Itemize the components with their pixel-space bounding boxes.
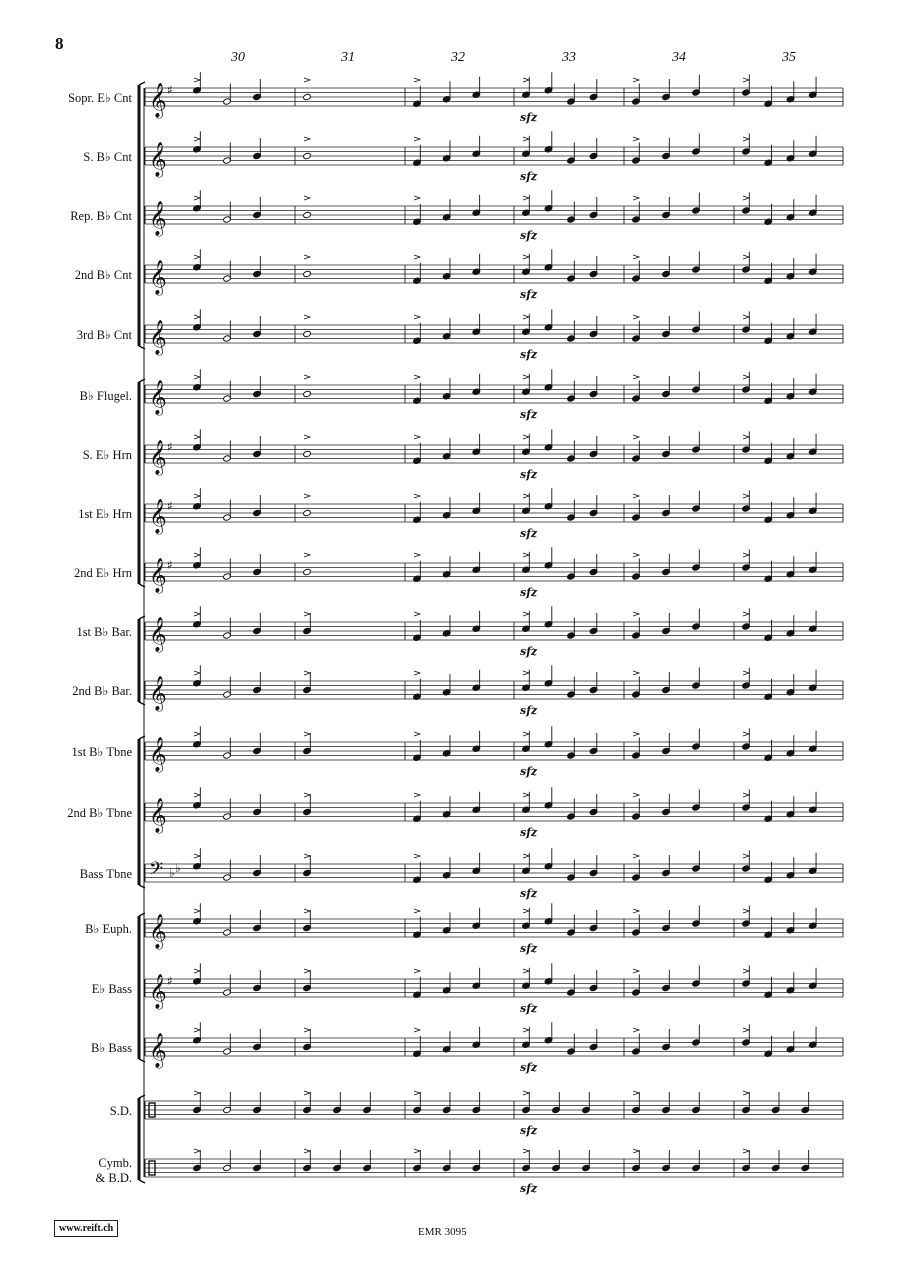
accent-mark	[743, 732, 749, 736]
accent-mark	[523, 909, 529, 913]
dynamic-sfz: sfz	[520, 170, 538, 183]
dynamic-sfz: sfz	[520, 111, 538, 124]
treble-clef: 𝄞	[149, 142, 167, 177]
treble-clef: 𝄞	[149, 83, 167, 118]
dynamic-sfz: sfz	[520, 1124, 538, 1137]
accent-mark	[743, 969, 749, 973]
accent-mark	[194, 494, 200, 498]
accent-mark	[194, 909, 200, 913]
accent-mark	[743, 1091, 749, 1095]
accent-mark	[304, 909, 310, 913]
accent-mark	[194, 255, 200, 259]
accent-mark	[633, 1149, 639, 1153]
accent-mark	[523, 969, 529, 973]
group-bracket	[139, 1180, 145, 1183]
accent-mark	[633, 78, 639, 82]
accent-mark	[743, 494, 749, 498]
accent-mark	[633, 435, 639, 439]
accent-mark	[414, 1091, 420, 1095]
instrument-label: 2nd B♭ Tbne	[67, 806, 132, 820]
dynamic-sfz: sfz	[520, 288, 538, 301]
treble-clef: 𝄞	[149, 798, 167, 833]
note-head	[303, 450, 312, 457]
accent-mark	[304, 1149, 310, 1153]
measure-number-34: 34	[672, 50, 686, 65]
accent-mark	[304, 494, 310, 498]
dynamic-sfz: sfz	[520, 348, 538, 361]
accent-mark	[194, 671, 200, 675]
accent-mark	[194, 196, 200, 200]
dynamic-sfz: sfz	[520, 527, 538, 540]
note-head	[303, 509, 312, 516]
accent-mark	[523, 553, 529, 557]
accent-mark	[414, 854, 420, 858]
accent-mark	[304, 671, 310, 675]
accent-mark	[304, 78, 310, 82]
page-number: 8	[55, 34, 64, 53]
accent-mark	[194, 137, 200, 141]
accent-mark	[743, 315, 749, 319]
accent-mark	[633, 196, 639, 200]
accent-mark	[633, 494, 639, 498]
instrument-label: 1st B♭ Tbne	[71, 745, 132, 759]
instrument-label: 2nd E♭ Hrn	[74, 566, 132, 580]
accent-mark	[414, 969, 420, 973]
dynamic-sfz: sfz	[520, 704, 538, 717]
accent-mark	[523, 375, 529, 379]
note-head	[303, 152, 312, 159]
accent-mark	[743, 909, 749, 913]
accent-mark	[743, 255, 749, 259]
accent-mark	[304, 1028, 310, 1032]
measure-number-35: 35	[782, 50, 796, 65]
instrument-label: B♭ Bass	[91, 1041, 132, 1055]
accent-mark	[743, 854, 749, 858]
treble-clef: 𝄞	[149, 260, 167, 295]
instrument-label: B♭ Flugel.	[79, 389, 132, 403]
accent-mark	[304, 553, 310, 557]
dynamic-sfz: sfz	[520, 942, 538, 955]
accent-mark	[414, 255, 420, 259]
key-sharp: ♯	[167, 499, 173, 513]
accent-mark	[414, 1149, 420, 1153]
measure-number-33: 33	[562, 50, 576, 65]
accent-mark	[633, 969, 639, 973]
bass-clef: 𝄢	[149, 859, 164, 884]
accent-mark	[633, 1091, 639, 1095]
treble-clef: 𝄞	[149, 737, 167, 772]
accent-mark	[633, 315, 639, 319]
accent-mark	[743, 78, 749, 82]
group-bracket	[139, 82, 145, 85]
accent-mark	[633, 137, 639, 141]
treble-clef: 𝄞	[149, 499, 167, 534]
accent-mark	[304, 1091, 310, 1095]
instrument-label: Rep. B♭ Cnt	[70, 209, 132, 223]
accent-mark	[304, 255, 310, 259]
accent-mark	[194, 375, 200, 379]
accent-mark	[633, 255, 639, 259]
accent-mark	[194, 78, 200, 82]
accent-mark	[194, 1149, 200, 1153]
accent-mark	[743, 671, 749, 675]
note-head	[303, 270, 312, 277]
dynamic-sfz: sfz	[520, 1002, 538, 1015]
accent-mark	[523, 315, 529, 319]
accent-mark	[194, 793, 200, 797]
accent-mark	[414, 909, 420, 913]
accent-mark	[414, 793, 420, 797]
note-head	[303, 568, 312, 575]
accent-mark	[523, 196, 529, 200]
catalog-number: EMR 3095	[418, 1226, 467, 1238]
treble-clef: 𝄞	[149, 676, 167, 711]
accent-mark	[304, 435, 310, 439]
accent-mark	[414, 435, 420, 439]
accent-mark	[633, 909, 639, 913]
accent-mark	[414, 196, 420, 200]
accent-mark	[743, 1149, 749, 1153]
key-sharp: ♯	[167, 558, 173, 572]
instrument-label: B♭ Euph.	[85, 922, 132, 936]
instrument-label: Bass Tbne	[79, 867, 132, 881]
dynamic-sfz: sfz	[520, 229, 538, 242]
instrument-label: Cymb. & B.D.	[95, 1156, 132, 1185]
accent-mark	[633, 854, 639, 858]
accent-mark	[304, 375, 310, 379]
dynamic-sfz: sfz	[520, 1061, 538, 1074]
dynamic-sfz: sfz	[520, 645, 538, 658]
website-link[interactable]: www.reift.ch	[54, 1220, 118, 1237]
accent-mark	[304, 137, 310, 141]
accent-mark	[414, 732, 420, 736]
accent-mark	[523, 435, 529, 439]
accent-mark	[523, 255, 529, 259]
accent-mark	[414, 1028, 420, 1032]
dynamic-sfz: sfz	[520, 765, 538, 778]
instrument-label: 2nd B♭ Bar.	[72, 684, 132, 698]
accent-mark	[523, 1028, 529, 1032]
instrument-label: 1st B♭ Bar.	[76, 625, 132, 639]
note-head	[303, 330, 312, 337]
dynamic-sfz: sfz	[520, 826, 538, 839]
key-sharp: ♯	[167, 974, 173, 988]
accent-mark	[743, 435, 749, 439]
accent-mark	[523, 494, 529, 498]
accent-mark	[194, 315, 200, 319]
instrument-label: 3rd B♭ Cnt	[76, 328, 132, 342]
key-flat: ♭	[175, 861, 181, 875]
accent-mark	[414, 78, 420, 82]
accent-mark	[633, 1028, 639, 1032]
accent-mark	[523, 137, 529, 141]
accent-mark	[743, 553, 749, 557]
accent-mark	[743, 612, 749, 616]
treble-clef: 𝄞	[149, 558, 167, 593]
treble-clef: 𝄞	[149, 320, 167, 355]
accent-mark	[194, 553, 200, 557]
accent-mark	[633, 732, 639, 736]
accent-mark	[523, 1091, 529, 1095]
accent-mark	[523, 1149, 529, 1153]
measure-number-31: 31	[341, 50, 355, 65]
accent-mark	[194, 612, 200, 616]
accent-mark	[304, 612, 310, 616]
accent-mark	[304, 196, 310, 200]
note-head	[303, 390, 312, 397]
accent-mark	[304, 969, 310, 973]
treble-clef: 𝄞	[149, 974, 167, 1009]
accent-mark	[414, 494, 420, 498]
accent-mark	[523, 793, 529, 797]
accent-mark	[743, 137, 749, 141]
key-flat: ♭	[169, 866, 175, 880]
measure-number-32: 32	[451, 50, 465, 65]
accent-mark	[194, 1091, 200, 1095]
note-head	[303, 211, 312, 218]
accent-mark	[304, 854, 310, 858]
accent-mark	[194, 732, 200, 736]
accent-mark	[194, 854, 200, 858]
accent-mark	[523, 854, 529, 858]
accent-mark	[304, 315, 310, 319]
dynamic-sfz: sfz	[520, 887, 538, 900]
accent-mark	[414, 315, 420, 319]
accent-mark	[523, 671, 529, 675]
treble-clef: 𝄞	[149, 617, 167, 652]
treble-clef: 𝄞	[149, 380, 167, 415]
accent-mark	[304, 732, 310, 736]
instrument-label: S.D.	[109, 1104, 132, 1118]
accent-mark	[414, 137, 420, 141]
accent-mark	[633, 671, 639, 675]
instrument-label: Sopr. E♭ Cnt	[68, 91, 132, 105]
accent-mark	[633, 612, 639, 616]
instrument-label: S. B♭ Cnt	[83, 150, 132, 164]
accent-mark	[414, 375, 420, 379]
measure-number-30: 30	[231, 50, 245, 65]
accent-mark	[523, 78, 529, 82]
accent-mark	[194, 969, 200, 973]
dynamic-sfz: sfz	[520, 1182, 538, 1195]
treble-clef: 𝄞	[149, 440, 167, 475]
accent-mark	[743, 196, 749, 200]
note-head	[303, 93, 312, 100]
accent-mark	[414, 671, 420, 675]
key-sharp: ♯	[167, 83, 173, 97]
treble-clef: 𝄞	[149, 914, 167, 949]
key-sharp: ♯	[167, 440, 173, 454]
dynamic-sfz: sfz	[520, 408, 538, 421]
treble-clef: 𝄞	[149, 201, 167, 236]
accent-mark	[523, 612, 529, 616]
instrument-label: 1st E♭ Hrn	[78, 507, 132, 521]
instrument-label: S. E♭ Hrn	[82, 448, 132, 462]
accent-mark	[743, 793, 749, 797]
accent-mark	[414, 553, 420, 557]
accent-mark	[523, 732, 529, 736]
treble-clef: 𝄞	[149, 1033, 167, 1068]
accent-mark	[633, 553, 639, 557]
instrument-label: E♭ Bass	[91, 982, 132, 996]
accent-mark	[414, 612, 420, 616]
dynamic-sfz: sfz	[520, 586, 538, 599]
accent-mark	[633, 375, 639, 379]
accent-mark	[194, 1028, 200, 1032]
dynamic-sfz: sfz	[520, 468, 538, 481]
accent-mark	[743, 1028, 749, 1032]
accent-mark	[194, 435, 200, 439]
instrument-label: 2nd B♭ Cnt	[74, 268, 132, 282]
accent-mark	[304, 793, 310, 797]
accent-mark	[743, 375, 749, 379]
accent-mark	[633, 793, 639, 797]
